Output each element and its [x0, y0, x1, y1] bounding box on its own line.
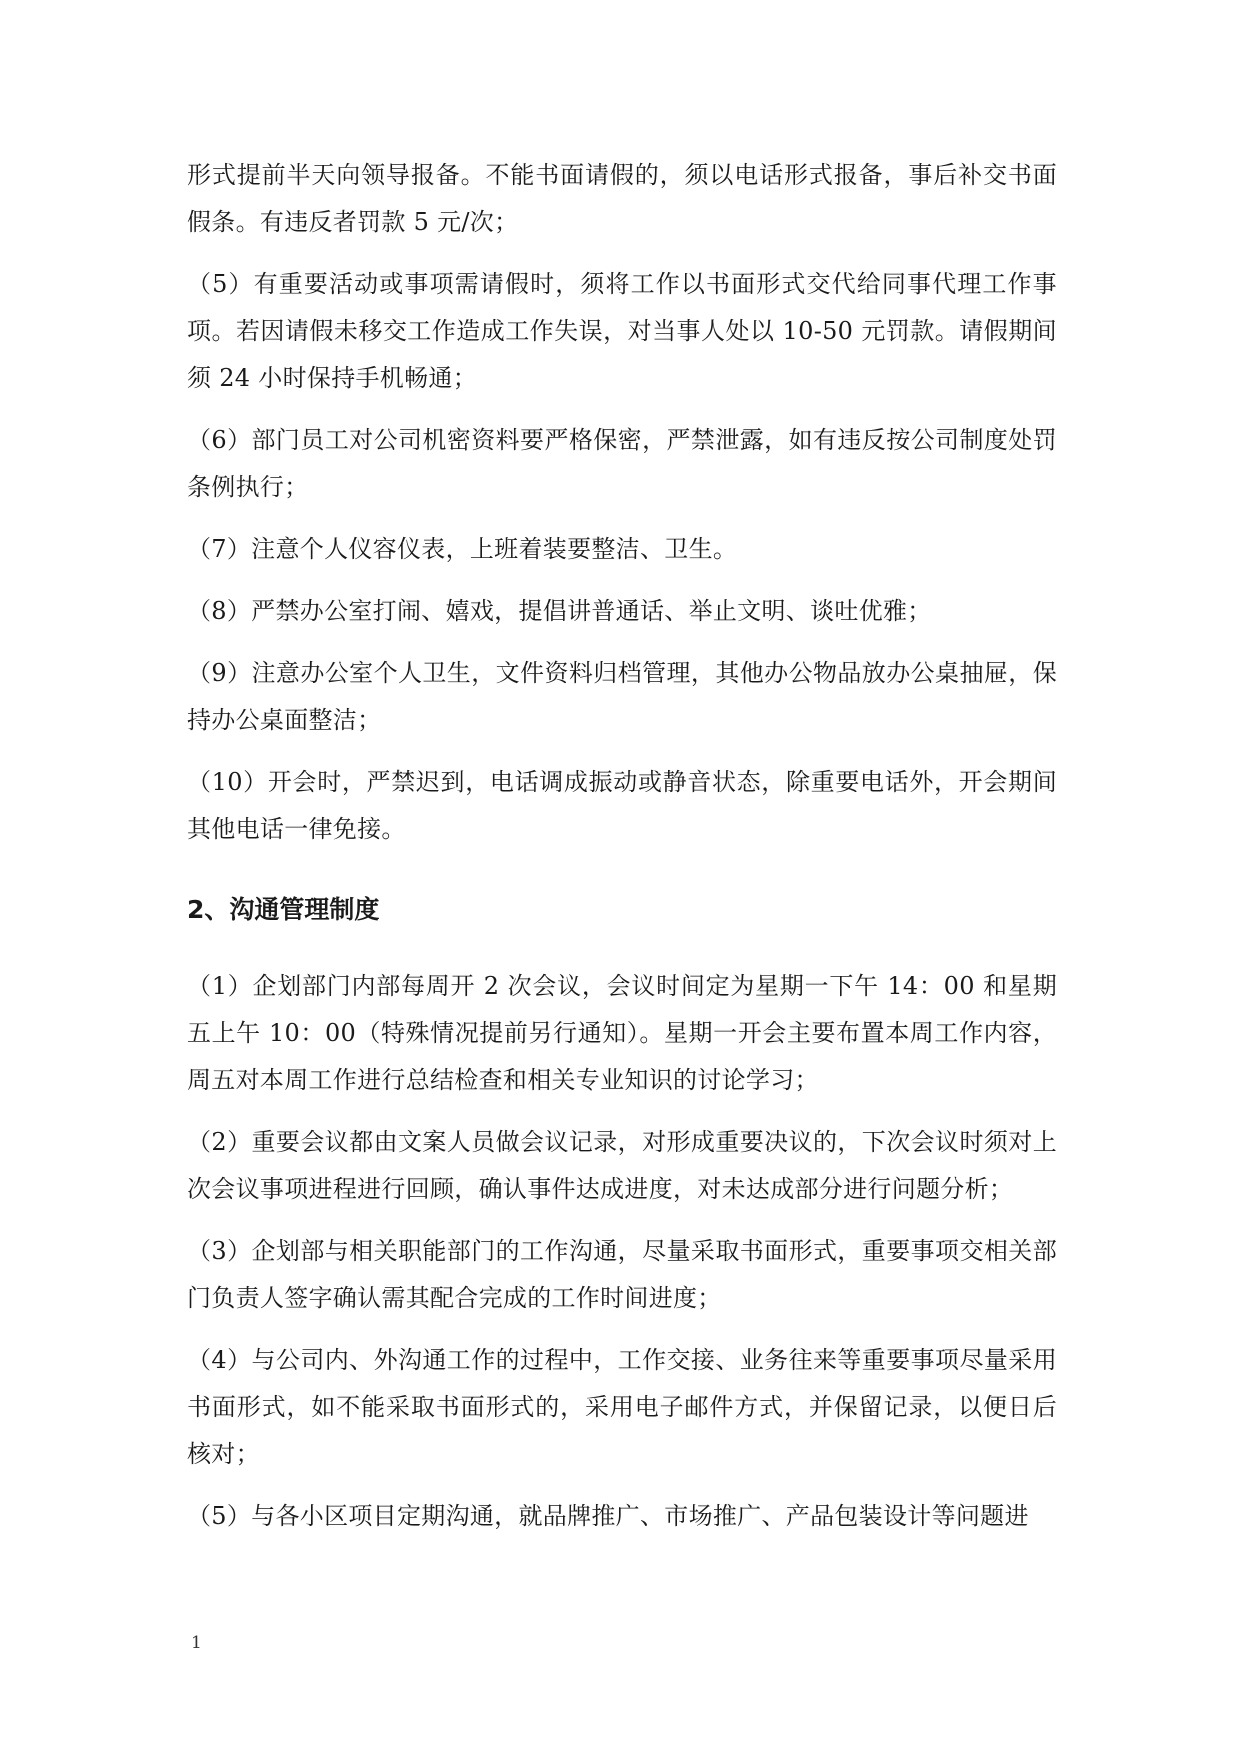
paragraph-rule-10: （10）开会时，严禁迟到，电话调成振动或静音状态，除重要电话外，开会期间其他电话一律免接。	[187, 768, 1057, 843]
paragraph-rule-8: （8）严禁办公室打闹、嬉戏，提倡讲普通话、举止文明、谈吐优雅；	[187, 597, 932, 625]
paragraph-comm-5: （5）与各小区项目定期沟通，就品牌推广、市场推广、产品包装设计等问题进	[187, 1502, 1029, 1530]
paragraph-leave-report: 形式提前半天向领导报备。不能书面请假的，须以电话形式报备，事后补交书面假条。有违反者罚款 5 元/次；	[187, 161, 1057, 236]
paragraph-rule-5: （5）有重要活动或事项需请假时，须将工作以书面形式交代给同事代理工作事项。若因请假未移交工作造成工作失误，对当事人处以 10-50 元罚款。请假期间须 24 小时保持手机畅通；	[187, 270, 1057, 392]
paragraph-rule-7: （7）注意个人仪容仪表，上班着装要整洁、卫生。	[187, 535, 738, 563]
paragraph-comm-4: （4）与公司内、外沟通工作的过程中，工作交接、业务往来等重要事项尽量采用书面形式，如不能采取书面形式的，采用电子邮件方式，并保留记录，以便日后核对；	[187, 1346, 1057, 1468]
paragraph-comm-2: （2）重要会议都由文案人员做会议记录，对形成重要决议的，下次会议时须对上次会议事项进程进行回顾，确认事件达成进度，对未达成部分进行问题分析；	[187, 1128, 1057, 1203]
page-number: 1	[191, 1633, 202, 1653]
paragraph-rule-9: （9）注意办公室个人卫生，文件资料归档管理，其他办公物品放办公桌抽屉，保持办公桌面整洁；	[187, 659, 1057, 734]
section-heading-communication: 2、沟通管理制度	[187, 895, 380, 924]
document-body	[187, 152, 1057, 1555]
paragraph-comm-1: （1）企划部门内部每周开 2 次会议，会议时间定为星期一下午 14：00 和星期五上午 10：00（特殊情况提前另行通知）。星期一开会主要布置本周工作内容，周五对本周工作进行总结检查和相关专业知识的讨论学习；	[187, 972, 1057, 1094]
paragraph-rule-6: （6）部门员工对公司机密资料要严格保密，严禁泄露，如有违反按公司制度处罚条例执行；	[187, 426, 1057, 501]
paragraph-comm-3: （3）企划部与相关职能部门的工作沟通，尽量采取书面形式，重要事项交相关部门负责人签字确认需其配合完成的工作时间进度；	[187, 1237, 1057, 1312]
